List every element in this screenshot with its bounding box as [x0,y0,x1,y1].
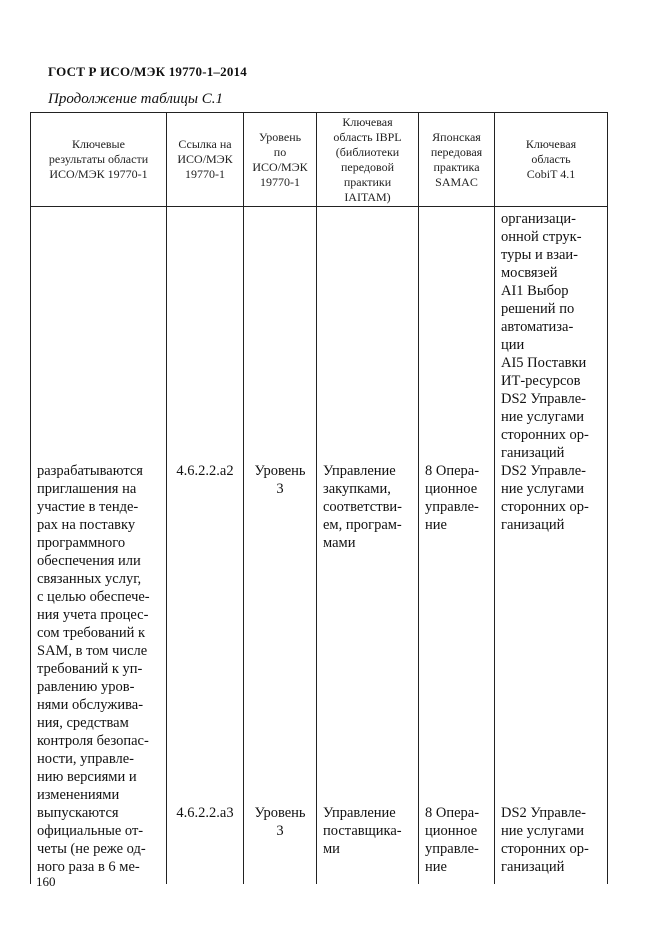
column-header-ibpl: Ключевая область IBPL (библиотеки передовой практики IAITAM) [317,113,419,207]
cell-cobit: организаци- онной струк- туры и взаи- мосвязей AI1 Выбор решений по автоматиза- ции AI5 Поставки ИТ-ресурсов DS2 Управле- ние услугами сторонних ор- ганизаций [495,207,608,463]
table-row [31,804,608,884]
column-header-reference: Ссылка на ИСО/МЭК 19770-1 [167,113,244,207]
cell-cobit: DS2 Управле- ние услугами сторонних ор- ганизаций [495,462,608,804]
cell-ibpl: Управление закупками, соответстви- ем, програм- мами [317,462,419,804]
cell-level [244,207,317,463]
cell-reference: 4.6.2.2.a3 [167,804,244,884]
cell-result [31,207,167,463]
cell-reference [167,207,244,463]
cell-ibpl: Управление поставщика- ми [317,804,419,884]
column-header-cobit: Ключевая область CobiT 4.1 [495,113,608,207]
cell-ibpl [317,207,419,463]
table-row [31,462,608,804]
column-header-samac: Японская передовая практика SAMAC [419,113,495,207]
cell-reference: 4.6.2.2.a2 [167,462,244,804]
cell-level: Уровень 3 [244,804,317,884]
document-header: ГОСТ Р ИСО/МЭК 19770-1–2014 [48,64,247,79]
cell-cobit: DS2 Управле- ние услугами сторонних ор- ганизаций [495,804,608,884]
cell-samac [419,207,495,463]
column-header-results: Ключевые результаты области ИСО/МЭК 19770-1 [31,113,167,207]
cell-samac: 8 Опера- ционное управле- ние [419,804,495,884]
cell-result: выпускаются официальные от- четы (не реже од- ного раза в 6 ме- [31,804,167,884]
table-caption: Продолжение таблицы С.1 [48,91,224,107]
table-row [31,207,608,463]
table-header-row [31,113,608,207]
standards-mapping-table [30,112,608,884]
column-header-level: Уровень по ИСО/МЭК 19770-1 [244,113,317,207]
cell-level: Уровень 3 [244,462,317,804]
page-number: 160 [36,874,56,889]
cell-result: разрабатываются приглашения на участие в тенде- рах на поставку программного обеспечения или связанных услуг, с целью обеспече- ния учета процес- сом требований к SAM, в том числе требований к уп- равлению уров- нями обслужива- ния, средствам контроля безопас- ности, управле- нию версиями и изменениями [31,462,167,804]
cell-samac: 8 Опера- ционное управле- ние [419,462,495,804]
